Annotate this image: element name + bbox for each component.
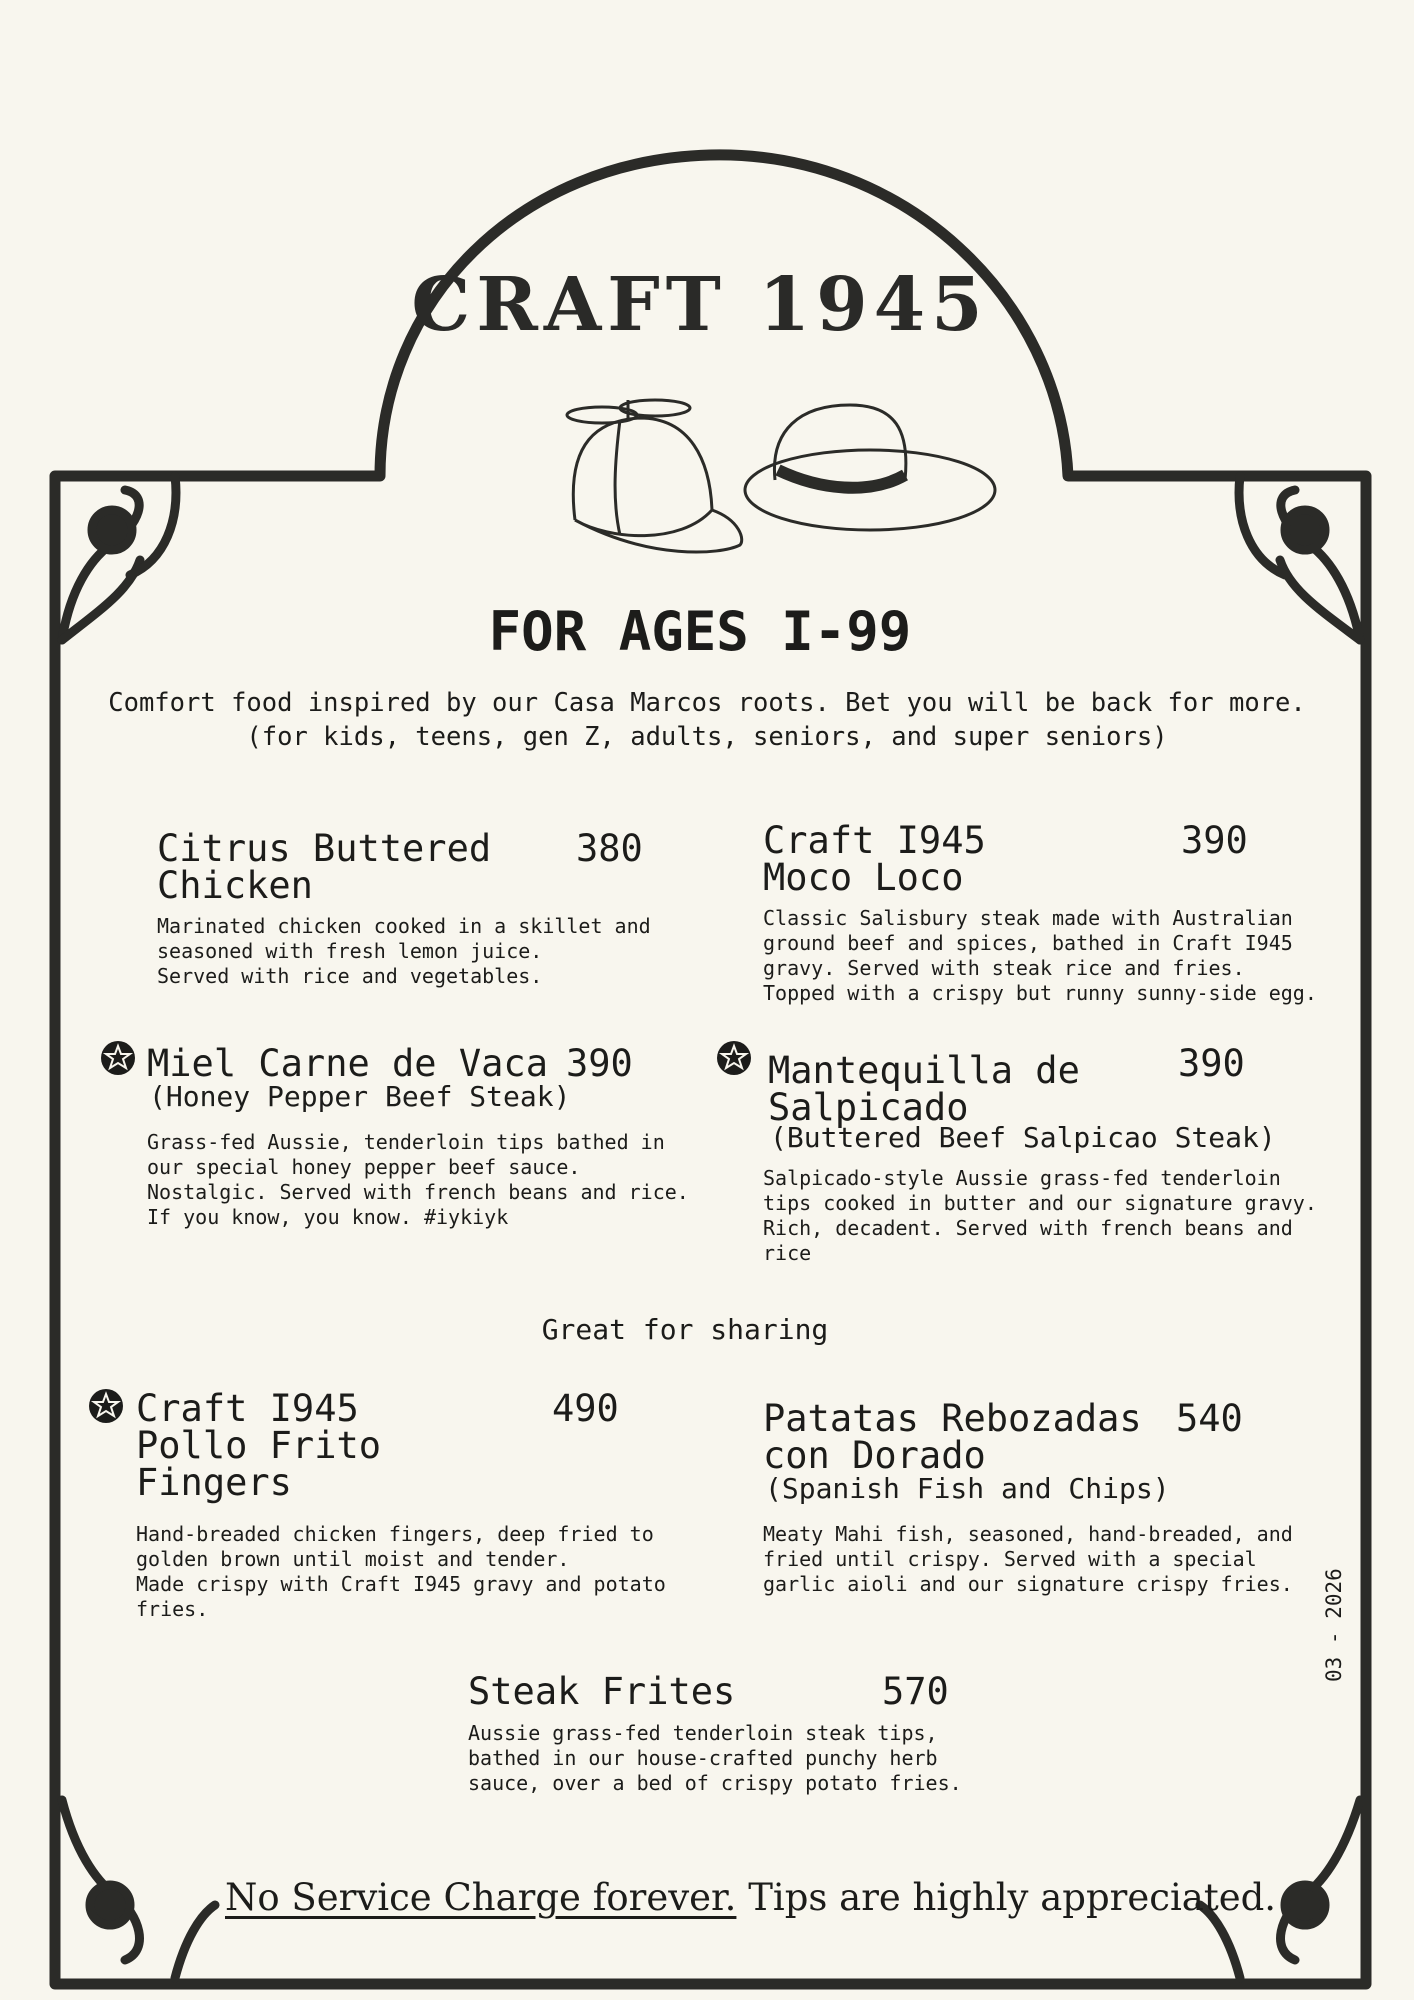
item-description: Meaty Mahi fish, seasoned, hand-breaded, and fried until crispy. Served with a special garlic aioli and our signature crispy fries. xyxy=(763,1522,1293,1596)
edition-date: 03 - 2026 xyxy=(1322,1568,1346,1682)
item-price: 390 xyxy=(1178,1042,1245,1085)
item-name: Citrus Buttered Chicken xyxy=(157,827,492,907)
item-name: Craft I945 Moco Loco xyxy=(763,819,986,899)
item-name: Miel Carne de Vaca xyxy=(147,1042,548,1085)
item-price: 380 xyxy=(576,827,643,870)
item-description: Salpicado-style Aussie grass-fed tenderloin tips cooked in butter and our signature gravy. Rich, decadent. Served with french beans and rice xyxy=(763,1166,1317,1265)
item-name: Steak Frites xyxy=(468,1670,736,1713)
fedora-hat-icon xyxy=(745,405,995,530)
item-description: Grass-fed Aussie, tenderloin tips bathed in our special honey pepper beef sauce. Nostalgic. Served with french beans and rice. If you know, you know. #iykiyk xyxy=(147,1130,689,1229)
corner-ornament-top-right xyxy=(1239,476,1360,640)
item-subtitle: (Spanish Fish and Chips) xyxy=(765,1472,1170,1505)
item-name: Craft I945 Pollo Frito Fingers xyxy=(136,1387,382,1504)
item-subtitle: (Honey Pepper Beef Steak) xyxy=(149,1080,571,1113)
item-description: Hand-breaded chicken fingers, deep fried to golden brown until moist and tender. Made crispy with Craft I945 gravy and potato fries. xyxy=(136,1522,666,1621)
star-badge-icon xyxy=(716,1040,752,1076)
footer-note xyxy=(225,1876,1276,1919)
item-price: 570 xyxy=(882,1670,949,1713)
intro xyxy=(80,686,1334,754)
propeller-cap-icon xyxy=(567,400,742,552)
item-price: 540 xyxy=(1176,1397,1243,1440)
corner-ornament-top-left xyxy=(62,476,176,640)
item-price: 390 xyxy=(566,1042,633,1085)
item-description: Aussie grass-fed tenderloin steak tips, bathed in our house-crafted punchy herb sauce, over a bed of crispy potato fries. xyxy=(468,1721,962,1795)
item-price: 490 xyxy=(552,1387,619,1430)
item-name: Mantequilla de Salpicado xyxy=(768,1049,1080,1129)
ages-heading: FOR AGES I-99 xyxy=(488,600,912,663)
item-subtitle: (Buttered Beef Salpicao Steak) xyxy=(770,1121,1276,1154)
corner-ornament-bottom-left xyxy=(62,1800,215,1978)
tips-note: Tips are highly appreciated. xyxy=(736,1876,1277,1919)
star-badge-icon xyxy=(100,1040,136,1076)
intro-line: Comfort food inspired by our Casa Marcos roots. Bet you will be back for more. xyxy=(108,688,1306,718)
star-badge-icon xyxy=(88,1388,124,1424)
item-description: Classic Salisbury steak made with Australian ground beef and spices, bathed in Craft I945 gravy. Served with steak rice and fries. Topped with a crispy but runny sunny-side egg. xyxy=(763,906,1317,1005)
item-name: Patatas Rebozadas con Dorado xyxy=(763,1397,1142,1477)
sharing-heading: Great for sharing xyxy=(541,1313,829,1346)
item-description: Marinated chicken cooked in a skillet and seasoned with fresh lemon juice. Served with rice and vegetables. xyxy=(157,914,651,988)
intro-line: (for kids, teens, gen Z, adults, seniors, and super seniors) xyxy=(246,722,1168,752)
item-price: 390 xyxy=(1181,819,1248,862)
restaurant-title: CRAFT 1945 xyxy=(411,262,989,348)
no-service-charge: No Service Charge forever. xyxy=(225,1876,737,1919)
